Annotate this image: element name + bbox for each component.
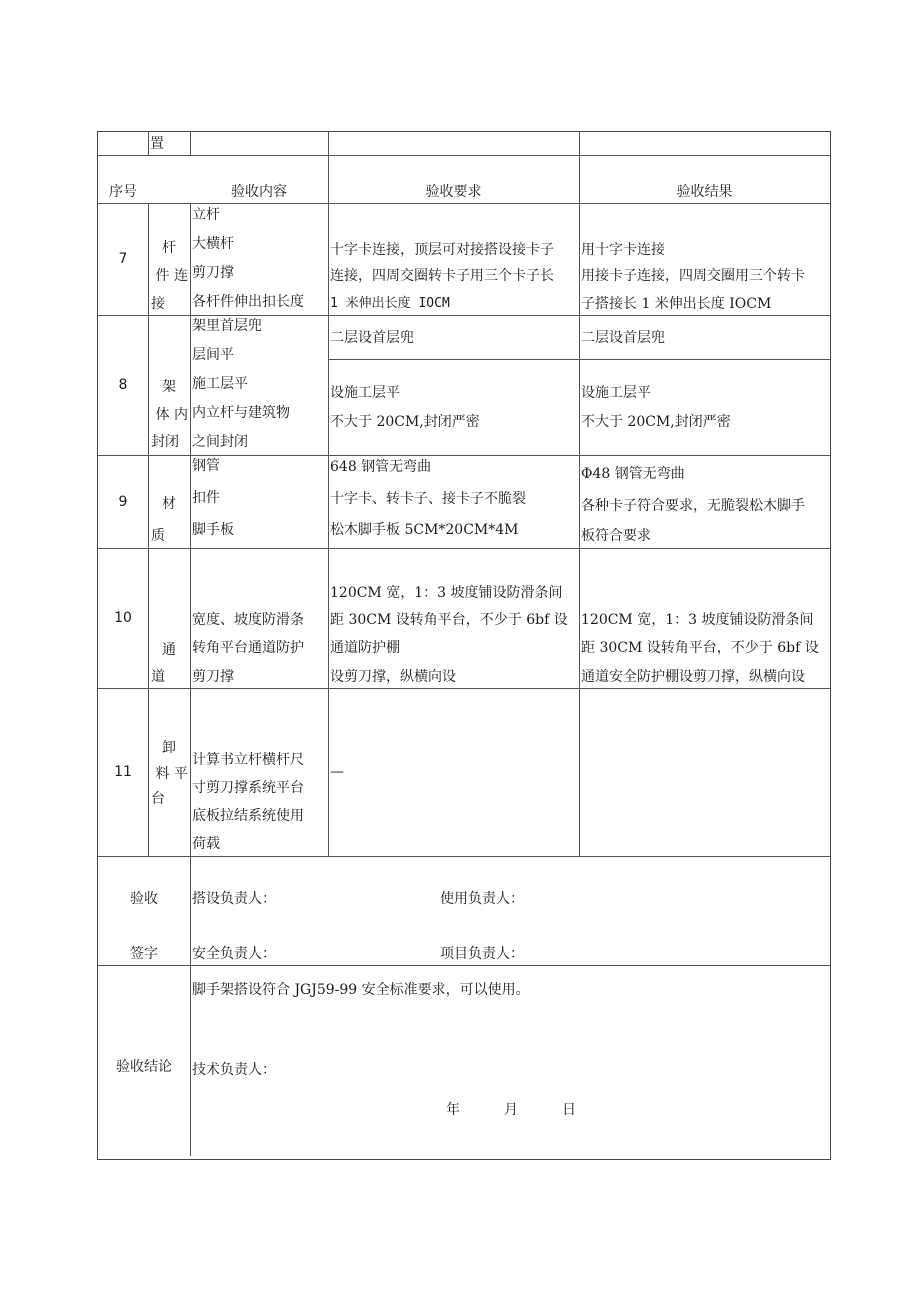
row8-content-line: 层间平: [192, 347, 234, 363]
row9-category: 质: [151, 528, 165, 544]
use-supervisor-field: 使用负责人：: [440, 891, 524, 907]
row11-content-line: 计算书立杆横杆尺: [192, 752, 304, 768]
erect-supervisor-field: 搭设负责人：: [192, 891, 276, 907]
row7-content-line: 立杆: [192, 207, 220, 223]
row7-seq: 7: [118, 251, 128, 267]
rule-header: [98, 203, 830, 204]
row10-result-line: 通道安全防护棚设剪刀撑，纵横向设: [581, 669, 805, 685]
header-content: 验收内容: [231, 184, 287, 200]
row7-category: 杆: [162, 240, 176, 256]
row10-requirement-line: 距 30CM 设转角平台，不少于 6bf 设: [330, 612, 568, 628]
safety-supervisor-field: 安全负责人：: [192, 946, 276, 962]
row11-category: 台: [151, 791, 165, 807]
row9-requirement-line: 松木脚手板 5CM*20CM*4M: [330, 522, 519, 538]
row11-seq: 11: [114, 764, 132, 780]
row7-content-line: 各杆件伸出扣长度: [192, 294, 304, 310]
row8-seq: 8: [118, 377, 128, 393]
signature-label: 验收: [130, 891, 158, 907]
date-day-label: 日: [562, 1102, 576, 1118]
row11-content-line: 底板拉结系统使用: [192, 808, 304, 824]
row8-content-line: 之间封闭: [192, 434, 248, 450]
tech-supervisor-field: 技术负责人：: [192, 1062, 276, 1078]
date-month-label: 月: [504, 1102, 518, 1118]
row8-category: 封闭: [151, 434, 179, 450]
row11-category: 卸: [162, 740, 176, 756]
row10-requirement-line: 通道防护棚: [330, 640, 400, 656]
row10-seq: 10: [114, 610, 132, 626]
rule-row11: [98, 856, 830, 857]
col-category-divider: [190, 204, 191, 1156]
header-result: 验收结果: [676, 184, 733, 200]
row9-requirement-line: 十字卡、转卡子、接卡子不脆裂: [330, 491, 526, 507]
row9-result-line: 板符合要求: [581, 528, 651, 544]
conclusion-text: 脚手架搭设符合 JGJ59-99 安全标准要求，可以使用。: [192, 982, 530, 998]
row8-result-b-line: 设施工层平: [581, 385, 651, 401]
signature-label: 签字: [130, 946, 158, 962]
row11-content-line: 荷载: [192, 836, 220, 852]
row11-category: 料 平: [155, 766, 188, 782]
row8-category: 体 内: [155, 407, 188, 423]
row7-result-line: 用接卡子连接，四周交圈用三个转卡: [581, 268, 805, 284]
col-seq-divider: [148, 204, 149, 856]
col-content-divider: [328, 132, 329, 856]
rule-row10: [98, 688, 830, 689]
header-requirement: 验收要求: [425, 184, 482, 200]
row9-category: 材: [162, 496, 176, 512]
row7-requirement-line: 连接，四周交圈转卡子用三个卡子长: [330, 268, 554, 284]
row7-content-line: 剪刀撑: [192, 265, 234, 281]
row8-content-line: 施工层平: [192, 376, 248, 392]
row7-content-line: 大横杆: [192, 236, 234, 252]
row7-result-line: 用十字卡连接: [581, 242, 665, 258]
row10-content-line: 转角平台通道防护: [192, 640, 304, 656]
col-category-divider: [190, 132, 191, 156]
col-seq-divider: [148, 132, 149, 156]
row7-result-line: 子搭接长 1 米伸出长度 IOCM: [581, 296, 772, 312]
row8-content-line: 架里首层兜: [192, 318, 262, 334]
row10-category: 道: [151, 669, 165, 685]
row11-requirement: —: [330, 764, 344, 780]
row8-result-b-line: 不大于 20CM,封闭严密: [581, 414, 731, 430]
row10-result-line: 120CM 宽，1：3 坡度铺设防滑条间: [581, 612, 814, 628]
col-requirement-divider: [579, 132, 580, 856]
row10-result-line: 距 30CM 设转角平台，不少于 6bf 设: [581, 640, 819, 656]
row10-category: 通: [162, 642, 176, 658]
row8-requirement-b-line: 设施工层平: [330, 385, 400, 401]
row9-requirement-line: 648 钢管无弯曲: [330, 459, 432, 475]
row7-category: 件 连: [155, 268, 188, 284]
row7-requirement-line: 1 米伸出长度 IOCM: [330, 296, 450, 311]
row9-content-line: 扣件: [192, 490, 220, 506]
row10-requirement-line: 120CM 宽，1：3 坡度铺设防滑条间: [330, 585, 563, 601]
row9-result-line: 各种卡子符合要求，无脆裂松木脚手: [581, 498, 805, 514]
top-row-label: 置: [150, 136, 164, 152]
row10-requirement-line: 设剪刀撑，纵横向设: [330, 669, 456, 685]
rule-signature: [98, 965, 830, 966]
project-supervisor-field: 项目负责人：: [440, 946, 524, 962]
row8-content-line: 内立杆与建筑物: [192, 405, 290, 421]
row9-content-line: 钢管: [192, 458, 220, 474]
row9-seq: 9: [118, 494, 128, 510]
conclusion-label: 验收结论: [116, 1059, 172, 1075]
date-year-label: 年: [446, 1102, 460, 1118]
row10-content-line: 宽度、坡度防滑条: [192, 612, 304, 628]
rule-row9: [98, 548, 830, 549]
row7-category: 接: [151, 296, 165, 312]
row8-category: 架: [162, 379, 176, 395]
rule-top-row: [98, 155, 830, 156]
row8-requirement-a: 二层设首层兜: [330, 330, 414, 346]
row7-requirement-line: 十字卡连接，顶层可对接搭设接卡子: [330, 242, 554, 258]
row10-content-line: 剪刀撑: [192, 669, 234, 685]
row9-result-line: Φ48 钢管无弯曲: [581, 466, 685, 482]
header-seq: 序号: [109, 184, 137, 200]
row11-content-line: 寸剪刀撑系统平台: [192, 780, 304, 796]
row8-result-a: 二层设首层兜: [581, 330, 665, 346]
row9-content-line: 脚手板: [192, 522, 234, 538]
row8-requirement-b-line: 不大于 20CM,封闭严密: [330, 414, 480, 430]
